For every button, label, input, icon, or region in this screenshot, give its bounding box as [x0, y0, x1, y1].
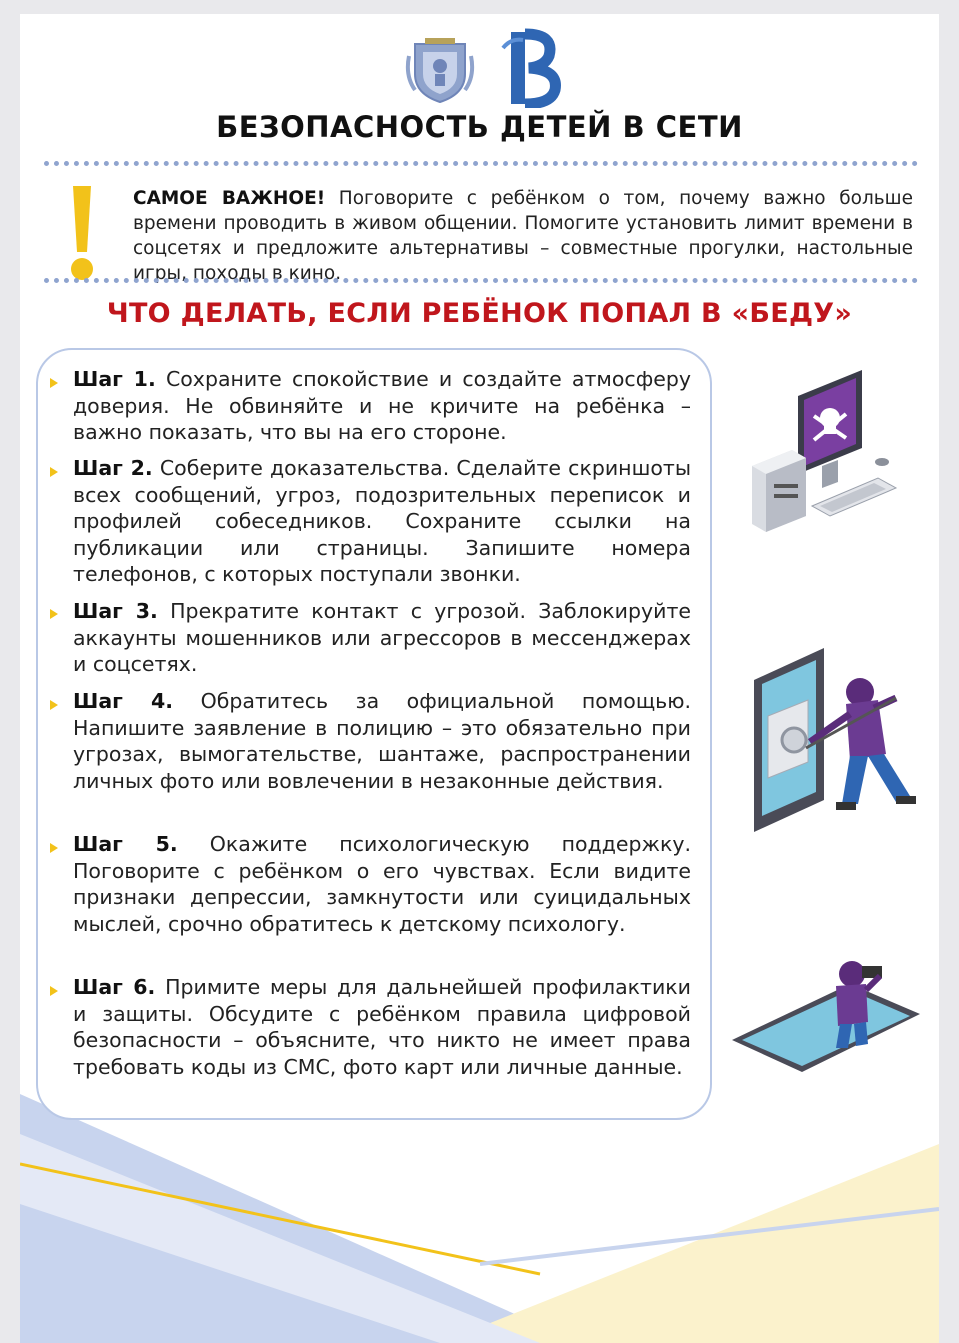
step-2-bullet	[50, 467, 58, 477]
step-3-bullet	[50, 609, 58, 619]
step-3-label: Шаг 3.	[73, 599, 158, 623]
dotted-divider-bottom	[44, 278, 918, 283]
step-6-label: Шаг 6.	[73, 975, 156, 999]
step-2-text: Соберите доказательства. Сделайте скриншоты всех сообщений, угроз, подозрительных переписок и профилей собеседников. Сохраните ссылки на публикации или страницы. Запишите номера телефонов, с которых поступали звонки.	[73, 456, 691, 587]
leaflet-page	[20, 14, 939, 1343]
step-1-text: Сохраните спокойствие и создайте атмосферу доверия. Не обвиняйте и не кричите на ребёнка – важно показать, что вы на его стороне.	[73, 367, 691, 445]
letter-v-logo-icon	[497, 28, 565, 108]
step-5	[73, 831, 691, 937]
exclamation-icon	[70, 184, 94, 284]
page-title: БЕЗОПАСНОСТЬ ДЕТЕЙ В СЕТИ	[216, 110, 743, 144]
logo-bar	[405, 28, 565, 108]
important-text: Поговорите с ребёнком о том, почему важно больше времени проводить в живом общении. Помогите установить лимит времени в соцсетях и предложите альтернативы – совместные прогулки, настольные игры, походы в кино.	[133, 188, 913, 284]
background-decoration	[20, 1094, 939, 1343]
step-3	[73, 598, 691, 678]
step-4-text: Обратитесь за официальной помощью. Напишите заявление в полицию – это обязательно при угрозах, вымогательстве, шантаже, распространении личных фото или вовлечении в незаконные действия.	[73, 689, 691, 793]
step-6-text: Примите меры для дальнейшей профилактики и защиты. Обсудите с ребёнком правила цифровой безопасности – объясните, что никто не имеет права требовать коды из СМС, фото карт или личные данные.	[73, 975, 691, 1079]
step-1	[73, 366, 691, 446]
coat-of-arms-icon	[405, 36, 475, 106]
step-6	[73, 974, 691, 1080]
step-4	[73, 688, 691, 794]
step-4-label: Шаг 4.	[73, 689, 174, 713]
dotted-divider-top	[44, 161, 918, 166]
step-4-bullet	[50, 700, 58, 710]
important-label: САМОЕ ВАЖНОЕ!	[133, 188, 326, 209]
step-1-bullet	[50, 378, 58, 388]
hacked-computer-icon	[750, 366, 900, 536]
step-2-label: Шаг 2.	[73, 456, 153, 480]
spy-tablet-icon	[730, 944, 925, 1084]
step-5-label: Шаг 5.	[73, 832, 178, 856]
step-1-label: Шаг 1.	[73, 367, 156, 391]
hacker-phone-safe-icon	[750, 644, 925, 834]
step-2	[73, 455, 691, 588]
step-3-text: Прекратите контакт с угрозой. Заблокируйте аккаунты мошенников или агрессоров в мессенджерах и соцсетях.	[73, 599, 691, 677]
important-note	[133, 186, 913, 286]
section-subtitle: ЧТО ДЕЛАТЬ, ЕСЛИ РЕБЁНОК ПОПАЛ В «БЕДУ»	[106, 298, 853, 329]
step-6-bullet	[50, 986, 58, 996]
step-5-bullet	[50, 843, 58, 853]
step-5-text: Окажите психологическую поддержку. Поговорите с ребёнком о его чувствах. Если видите признаки депрессии, замкнутости или суицидальных мыслей, срочно обратитесь к детскому психологу.	[73, 832, 691, 936]
